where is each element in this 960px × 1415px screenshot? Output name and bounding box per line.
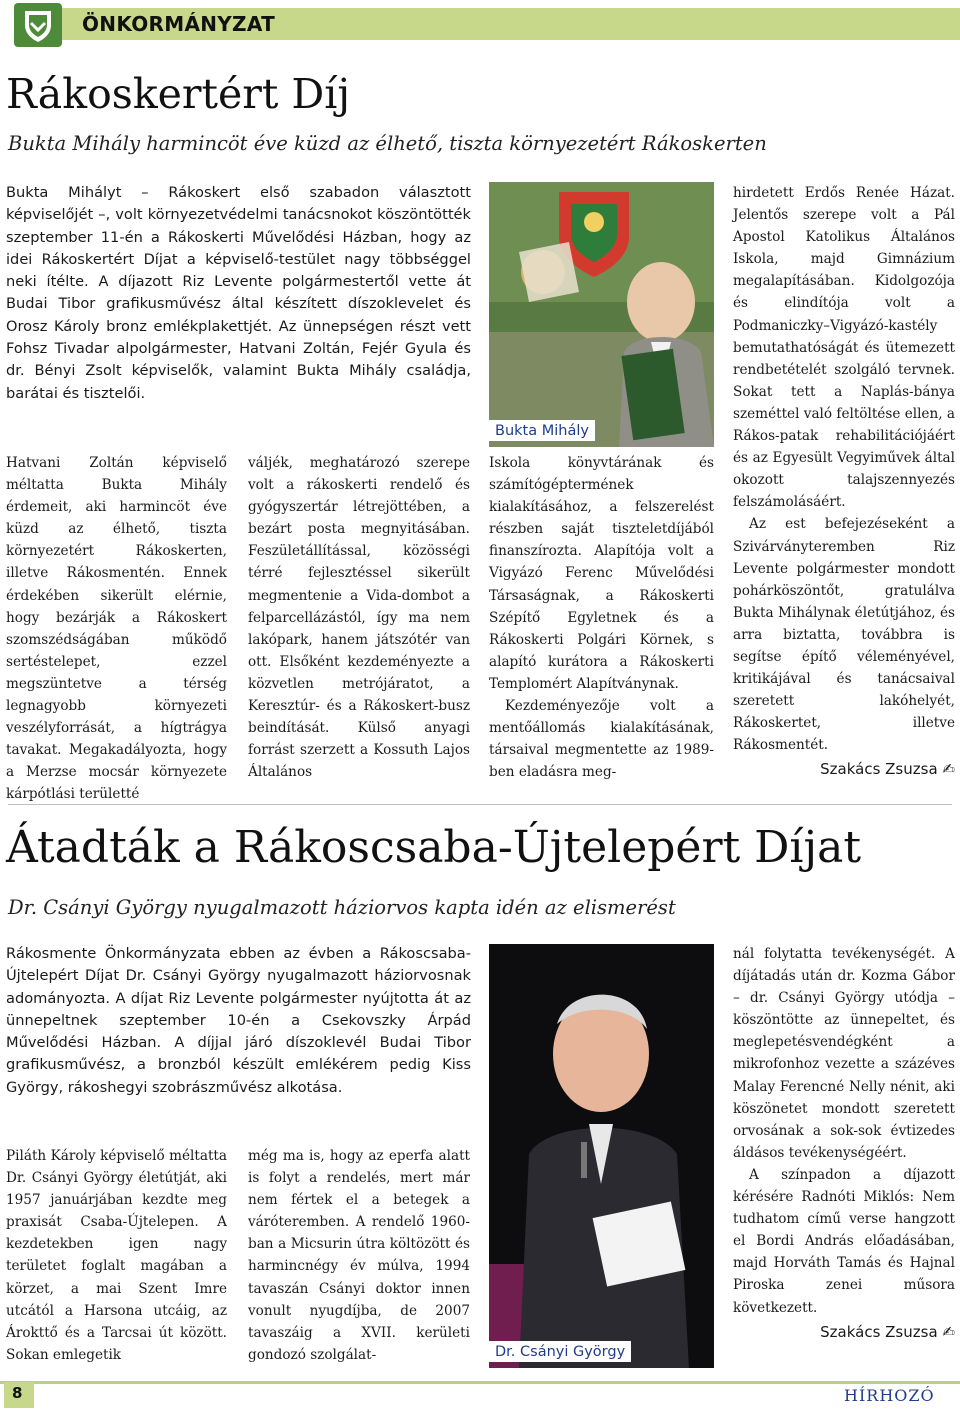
photo-csanyi-gyorgy-image — [489, 944, 714, 1368]
article-column-2 — [248, 1145, 470, 1366]
paragraph: Hatvani Zoltán képviselő méltatta Bukta Mihály érdemeit, aki harmincöt éve küzd az élhető, tiszta környezetért Rákoskerten, illetve Rákosmentén. Ennek érdekében sikerült elérnie, hogy bezárják a Rákoskert szomszédságában működő sertéstelepet, ezzel megszüntetve a térség legnagyobb környezeti veszélyforrását, a hígtrágya tavakat. Megakadályozta, hogy a Merzse mocsár környezete kárpótlási területté — [6, 455, 227, 803]
paragraph: hirdetett Erdős Renée Házat. Jelentős szerepe volt a Pál Apostol Katolikus Általános Iskola, majd Gimnázium megalapításában. Kidolgozója és elindítója volt a Podmaniczky–Vigyázó-kastély bemutathatóságát és ütemezett rendbetételét szolgáló tervnek. Sokat tett a Naplás-bánya szeméttel való feltöltése ellen, a Rákos-patak rehabilitációjáért és az Egyesült Vegyiművek által okozott talajszennyezés felszámolásáért. — [733, 185, 955, 511]
article-subtitle: Dr. Csányi György nyugalmazott háziorvos kapta idén az elismerést — [8, 896, 676, 919]
paragraph: Piláth Károly képviselő méltatta Dr. Csányi György életútját, aki 1957 januárjában kezdte meg praxisát Csaba-Újtelepen. A kezdetekben igen nagy területet foglalt magában a körzet, a mai Szent Imre utcától a Harsona utcáig, az Árokttő és a Tarcsai út között. Sokan emlegetik — [6, 1148, 227, 1363]
author-signature — [733, 1321, 955, 1343]
article-subtitle: Bukta Mihály harmincöt éve küzd az élhető, tiszta környezetért Rákoskerten — [8, 132, 767, 155]
article-lead: Bukta Mihályt – Rákoskert első szabadon választott képviselőjét –, volt környezetvédelmi tanácsnokot köszöntötték szeptember 11-én a Rákoskerti Művelődési Házban, hogy az idei Rákoskertért Díjat a képviselő-testület nagy többséggel neki ítélte. A díjazott Riz Levente polgármestertől vette át Budai Tibor grafikusművész által készített díszoklevelet és Orosz Károly bronz emlékplakettjét. Az ünnepségen részt vett Fohsz Tivadar alpolgármester, Hatvani Zoltán, Fejér Gyula és dr. Bényi Zsolt képviselők, valamint Bukta Mihály családja, barátai és tisztelői. — [6, 184, 471, 402]
article-column-2 — [248, 452, 470, 783]
photo-bukta-mihaly-image — [489, 182, 714, 447]
article-divider — [8, 804, 952, 805]
article-title: Rákoskertért Díj — [6, 70, 351, 118]
photo-caption: Bukta Mihály — [489, 420, 595, 441]
paragraph: Kezdeményezője volt a mentőállomás kialakításának, társaival megmentette az 1989-ben eladásra meg- — [489, 698, 714, 781]
article-title: Átadták a Rákoscsaba-Újtelepért Díjat — [6, 822, 862, 873]
award-photo — [489, 182, 714, 447]
publication-name: HÍRHOZÓ — [844, 1386, 935, 1405]
article-column-4 — [733, 182, 955, 781]
article-column-4 — [733, 943, 955, 1343]
paragraph: Az est befejezéseként a Szivárványteremben Riz Levente polgármester mondott pohárköszöntőt, gratulálva Bukta Mihálynak életútjához, és arra biztatta, továbbra is segítse építő véleményével, kritikájával és tanácsaival szeretett lakóhelyét, Rákoskertet, illetve Rákosmentét. — [733, 516, 955, 754]
paragraph: A színpadon a díjazott kérésére Radnóti Miklós: Nem tudhatom című verse hangzott el Bordi András előadásában, majd Horváth Tamás és Hajnal Piroska zenei műsora következett. — [733, 1166, 955, 1316]
pen-icon: ✍ — [942, 1322, 955, 1341]
article-column-1 — [6, 452, 227, 806]
paragraph: Iskola könyvtárának és számítógéptermének kialakításához, a felszerelést részben saját tiszteletdíjából finanszírozta. Alapítója volt a Vigyázó Ferenc Művelődési Társaságnak, a Rákoskerti Szépítő Egyletnek és a Rákoskerti Polgári Körnek, s alapító kurátora a Rákoskerti Templomért Alapítványnak. — [489, 455, 714, 692]
paragraph: váljék, meghatározó szerepe volt a rákoskerti rendelő és gyógyszertár létrejöttében, a bezárt posta megnyitásában. Feszületállítással, közösségi térré fejlesztéssel sikerült megmentenie a Vida-dombot a felparcellázástól, így ma nem lakópark, hanem játszótér van ott. Elsőként kezdeményezte a közvetlen metrójáratot, a Keresztúr- és a Rákoskert-busz beindítását. Külső anyagi forrást szerzett a Kossuth Lajos Általános — [248, 455, 470, 781]
paragraph: nál folytatta tevékenységét. A díjátadás után dr. Kozma Gábor – dr. Csányi György utódja – köszöntötte az ünnepeltet, és meglepetésvendégként a mikrofonhoz vezette a százéves Malay Ferencné Nelly nénit, aki köszönetet mondott szeretett orvosának a sok-sok évtizedes áldásos tevékenységéért. — [733, 946, 955, 1161]
author-name: Szakács Zsuzsa — [820, 1322, 938, 1341]
paragraph: még ma is, hogy az eperfa alatt is folyt a rendelés, mert már nem fértek el a betegek a váróteremben. A rendelő 1960-ban a Micsurin útra költözött és harmincnégy év múlva, 1994 tavaszán Csányi doktor innen vonult nyugdíjba, de 2007 tavaszáig a XVII. kerületi gondozó szolgálat- — [248, 1148, 470, 1363]
author-signature — [733, 758, 955, 780]
page-number: 8 — [12, 1384, 23, 1402]
pen-icon: ✍ — [942, 760, 955, 779]
award-photo — [489, 944, 714, 1368]
article-lead: Rákosmente Önkormányzata ebben az évben a Rákoscsaba-Újtelepért Díjat Dr. Csányi György nyugalmazott háziorvosnak adományozta. A díjat Riz Levente polgármester nyújtotta át az ünnepeltnek szeptember 10-én a Csekovszky Árpád Művelődési Házban. A díjjal járó díszoklevél Budai Tibor grafikusművész, a bronzból készült emlékérem pedig Kiss György, rákoshegyi szobrászművész alkotása. — [6, 945, 471, 1096]
district-crest-icon — [14, 3, 62, 47]
section-label: ÖNKORMÁNYZAT — [82, 12, 276, 36]
footer-rule — [0, 1381, 960, 1384]
article-column-3 — [489, 452, 714, 783]
author-name: Szakács Zsuzsa — [820, 760, 938, 779]
photo-caption: Dr. Csányi György — [489, 1341, 631, 1362]
article-column-1 — [6, 1145, 227, 1366]
